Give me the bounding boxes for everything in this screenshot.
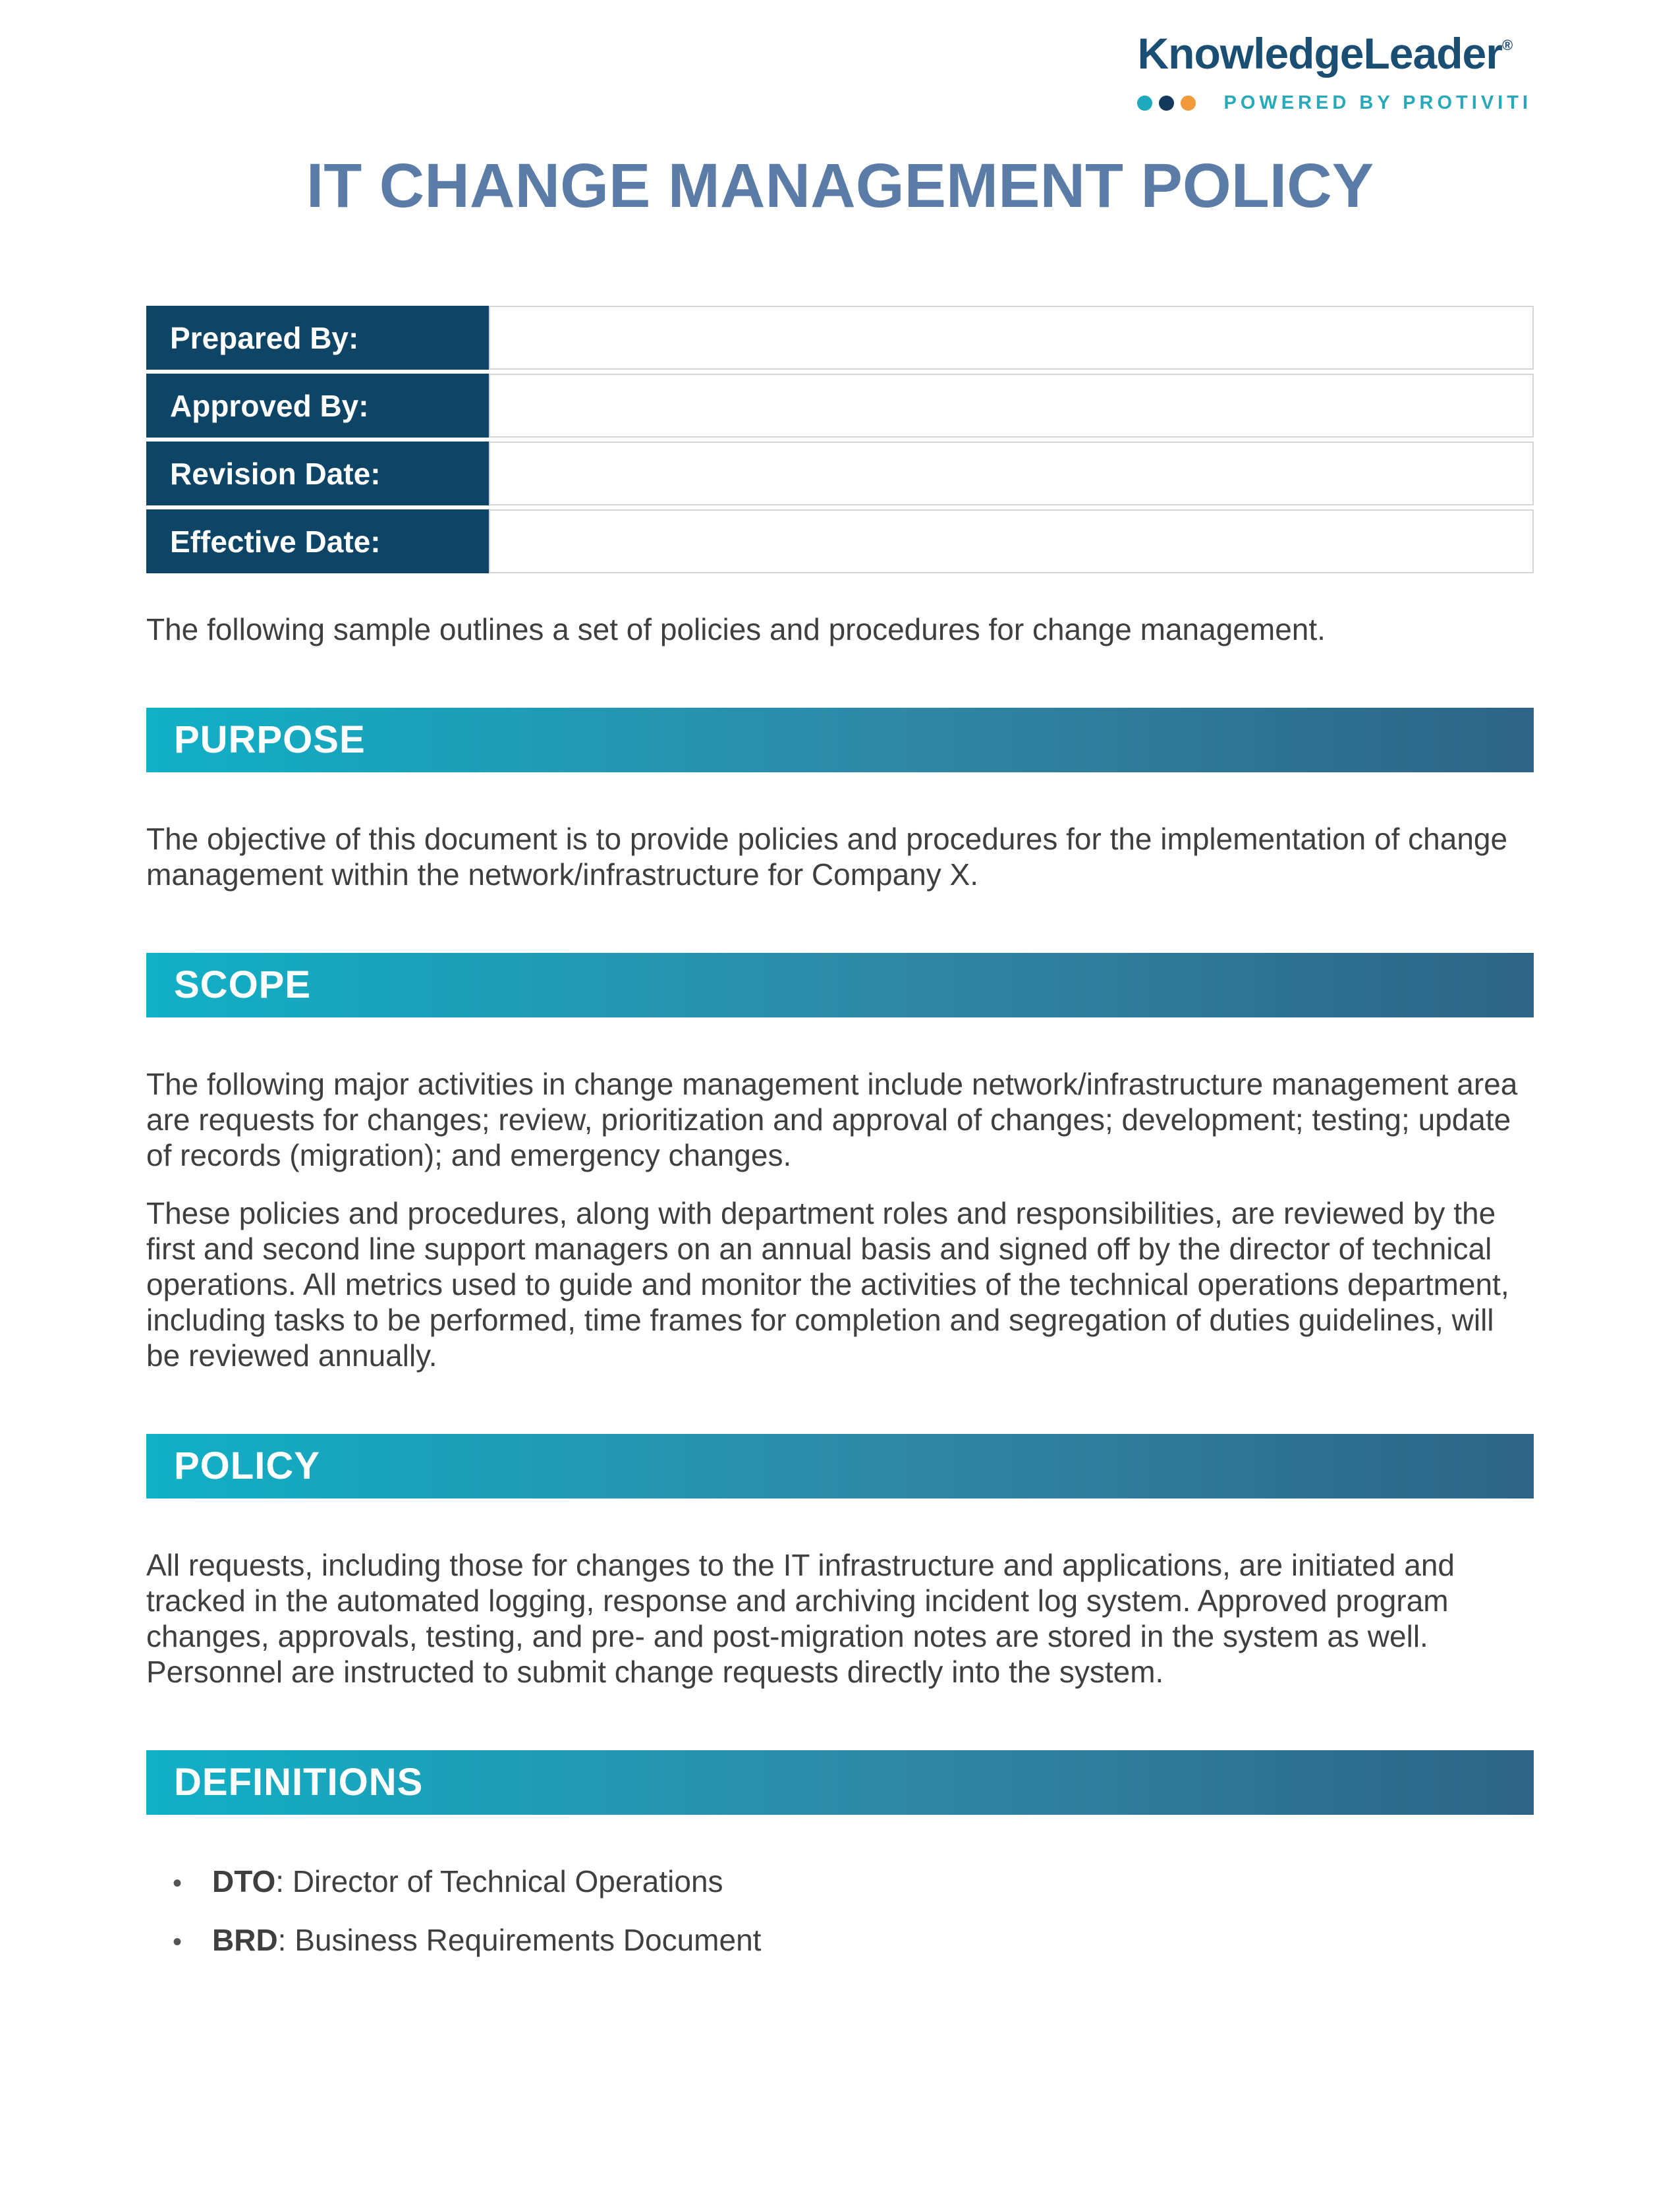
definitions-list	[146, 1864, 1534, 1960]
definition-description: : Business Requirements Document	[277, 1923, 762, 1957]
meta-value-approved-by[interactable]	[489, 374, 1534, 438]
brand-name: KnowledgeLeader	[1137, 29, 1502, 78]
registered-trademark-symbol: ®	[1501, 37, 1513, 53]
table-row	[146, 442, 1534, 505]
definition-text	[212, 1922, 761, 1958]
scope-paragraph-1: The following major activities in change management include network/infrastructure management area are requests for changes; review, prioritization and approval of changes; development; testing; update of records (migration); and emergency changes.	[146, 1067, 1518, 1172]
section-header-scope	[146, 953, 1534, 1017]
section-heading-scope: SCOPE	[174, 963, 312, 1006]
section-header-policy	[146, 1434, 1534, 1498]
intro-text: The following sample outlines a set of policies and procedures for change management.	[146, 612, 1326, 646]
meta-value-revision-date[interactable]	[489, 442, 1534, 505]
logo-tagline-row	[1137, 92, 1532, 114]
policy-paragraph: All requests, including those for changes to the IT infrastructure and applications, are initiated and tracked in the automated logging, response and archiving incident log system. Approved program changes, approvals, testing, and pre- and post-migration notes are stored in the system as well. Personnel are instructed to submit change requests directly into the system.	[146, 1548, 1455, 1689]
section-heading-purpose: PURPOSE	[174, 718, 366, 761]
meta-label-effective-date: Effective Date:	[146, 509, 489, 573]
section-body-policy	[146, 1547, 1534, 1690]
orange-dot-icon	[1181, 96, 1196, 111]
definition-text	[212, 1864, 723, 1899]
navy-dot-icon	[1159, 96, 1174, 111]
purpose-paragraph: The objective of this document is to provide policies and procedures for the implementation of change management within the network/infrastructure for Company X.	[146, 822, 1508, 892]
definition-term: DTO	[212, 1864, 276, 1898]
bullet-icon: •	[173, 1927, 182, 1956]
section-body-scope	[146, 1066, 1534, 1373]
definition-description: : Director of Technical Operations	[275, 1864, 723, 1898]
section-header-purpose	[146, 708, 1534, 772]
meta-value-prepared-by[interactable]	[489, 306, 1534, 370]
brand-wordmark	[1137, 29, 1513, 78]
meta-label-revision-date: Revision Date:	[146, 442, 489, 505]
table-row	[146, 306, 1534, 370]
meta-label-approved-by: Approved By:	[146, 374, 489, 438]
page-title: IT CHANGE MANAGEMENT POLICY	[306, 151, 1374, 221]
bullet-icon: •	[173, 1869, 182, 1898]
scope-paragraph-2: These policies and procedures, along with department roles and responsibilities, are reviewed by the first and second line support managers on an annual basis and signed off by the director of technical operations. All metrics used to guide and monitor the activities of the technical operations department, including tasks to be performed, time frames for completion and segregation of duties guidelines, will be reviewed annually.	[146, 1196, 1509, 1373]
meta-label-prepared-by: Prepared By:	[146, 306, 489, 370]
meta-value-effective-date[interactable]	[489, 509, 1534, 573]
logo-dots	[1137, 96, 1196, 111]
table-row	[146, 509, 1534, 573]
definition-term: BRD	[212, 1923, 278, 1957]
list-item	[173, 1922, 1534, 1960]
section-heading-policy: POLICY	[174, 1444, 320, 1487]
logo-tagline: POWERED BY PROTIVITI	[1223, 92, 1532, 113]
knowledgeleader-logo	[1137, 29, 1532, 114]
teal-dot-icon	[1137, 96, 1152, 111]
document-meta-table	[146, 302, 1534, 577]
section-body-purpose	[146, 821, 1534, 892]
list-item	[173, 1864, 1534, 1901]
section-header-definitions	[146, 1750, 1534, 1815]
table-row	[146, 374, 1534, 438]
section-heading-definitions: DEFINITIONS	[174, 1761, 424, 1804]
